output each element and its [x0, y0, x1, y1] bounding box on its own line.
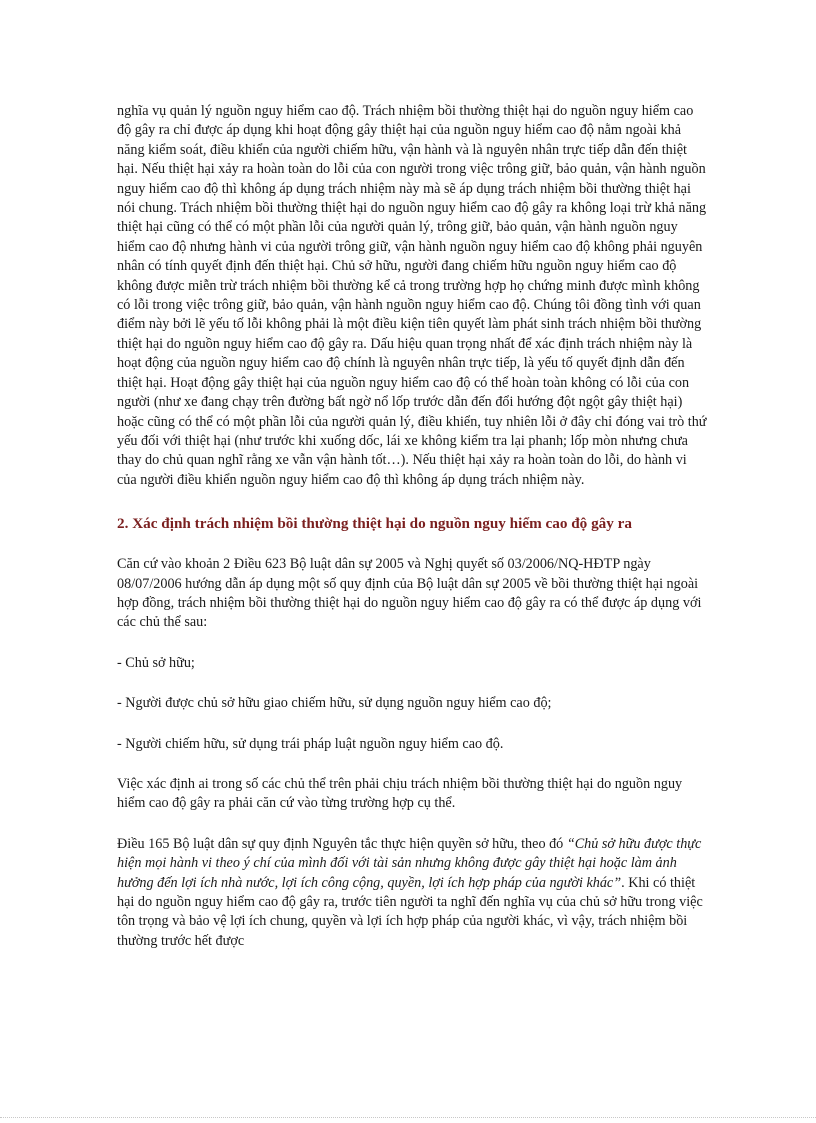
paragraph-determination: Việc xác định ai trong số các chủ thể trên phải chịu trách nhiệm bồi thường thiệt hại do nguồn nguy hiểm cao độ gây ra phải căn cứ vào từng trường hợp cụ thể. [117, 775, 683, 812]
article-165-quote: “Chủ sở hữu được thực hiện mọi hành vi theo ý chí của mình đối với tài sản nhưng không được gây thiệt hại hoặc làm ảnh hưởng đến lợi ích nhà nước, lợi ích công cộng, quyền, lợi ích hợp pháp của người khác” [117, 835, 702, 891]
article-165-intro: Điều 165 Bộ luật dân sự quy định Nguyên tắc thực hiện quyền sở hữu, theo đó [117, 835, 567, 852]
article-165-continuation: . Khi có thiệt hại do nguồn nguy hiểm cao độ gây ra, trước tiên người ta nghĩ đến nghĩa vụ của chủ sở hữu trong việc tôn trọng và bảo vệ lợi ích chung, quyền và lợi ích hợp pháp của người khác, vì vậy, trách nhiệm bồi thường trước hết được [117, 874, 703, 949]
page-bottom-divider [0, 1117, 816, 1118]
document-page [117, 102, 707, 951]
list-item-unlawful-user: - Người chiếm hữu, sử dụng trái pháp luật nguồn nguy hiểm cao độ. [117, 735, 504, 752]
paragraph-legal-basis: Căn cứ vào khoản 2 Điều 623 Bộ luật dân sự 2005 và Nghị quyết số 03/2006/NQ-HĐTP ngày 08/07/2006 hướng dẫn áp dụng một số quy định của Bộ luật dân sự 2005 về bồi thường thiệt hại ngoài hợp đồng, trách nhiệm bồi thường thiệt hại do nguồn nguy hiểm cao độ gây ra có thể được áp dụng với các chủ thể sau: [117, 556, 702, 631]
list-item-owner: - Chủ sở hữu; [117, 654, 195, 671]
paragraph-liability-principle: nghĩa vụ quản lý nguồn nguy hiểm cao độ. Trách nhiệm bồi thường thiệt hại do nguồn nguy hiểm cao độ gây ra chỉ được áp dụng khi hoạt động gây thiệt hại của nguồn nguy hiểm cao độ nằm ngoài khả năng kiểm soát, điều khiển của người chiếm hữu, vận hành và là nguyên nhân trực tiếp dẫn đến thiệt hại. Nếu thiệt hại xảy ra hoàn toàn do lỗi của con người trong việc trông giữ, bảo quản, vận hành nguồn nguy hiểm cao độ thì không áp dụng trách nhiệm này mà sẽ áp dụng trách nhiệm bồi thường thiệt hại nói chung. Trách nhiệm bồi thường thiệt hại do nguồn nguy hiểm cao độ gây ra không loại trừ khả năng thiệt hại cũng có thể có một phần lỗi của người quản lý, trông giữ, bảo quản, vận hành nguồn nguy hiểm cao độ nhưng hành vi của người trông giữ, vận hành nguồn nguy hiểm cao độ không phải nguyên nhân có tính quyết định đến thiệt hại. Chủ sở hữu, người đang chiếm hữu nguồn nguy hiểm cao độ không được miễn trừ trách nhiệm bồi thường kể cả trong trường hợp họ chứng minh được mình không có lỗi trong việc trông giữ, bảo quản, vận hành nguồn nguy hiểm cao độ. Chúng tôi đồng tình với quan điểm này bởi lẽ yếu tố lỗi không phải là một điều kiện tiên quyết làm phát sinh trách nhiệm bồi thường thiệt hại do nguồn nguy hiểm cao độ gây ra. Dấu hiệu quan trọng nhất để xác định trách nhiệm này là hoạt động của nguồn nguy hiểm cao độ chính là nguyên nhân trực tiếp, là yếu tố quyết định dẫn đến thiệt hại. Hoạt động gây thiệt hại của nguồn nguy hiểm cao độ có thể hoàn toàn không có lỗi của con người (như xe đang chạy trên đường bất ngờ nổ lốp trước dẫn đến đổi hướng đột ngột gây thiệt hại) hoặc cũng có thể có một phần lỗi của người quản lý, điều khiển, tuy nhiên lỗi ở đây chỉ đóng vai trò thứ yếu đối với thiệt hại (như trước khi xuống dốc, lái xe không kiểm tra lại phanh; lốp mòn nhưng chưa thay do chủ quan nghĩ rằng xe vẫn vận hành tốt…). Nếu thiệt hại xảy ra hoàn toàn do lỗi, do hành vi của người điều khiển nguồn nguy hiểm cao độ thì không áp dụng trách nhiệm này. [117, 103, 707, 488]
list-item-authorized-user: - Người được chủ sở hữu giao chiếm hữu, sử dụng nguồn nguy hiểm cao độ; [117, 695, 552, 712]
section-heading: 2. Xác định trách nhiệm bồi thường thiệt hại do nguồn nguy hiểm cao độ gây ra [117, 515, 632, 533]
paragraph-article-165 [117, 835, 707, 951]
